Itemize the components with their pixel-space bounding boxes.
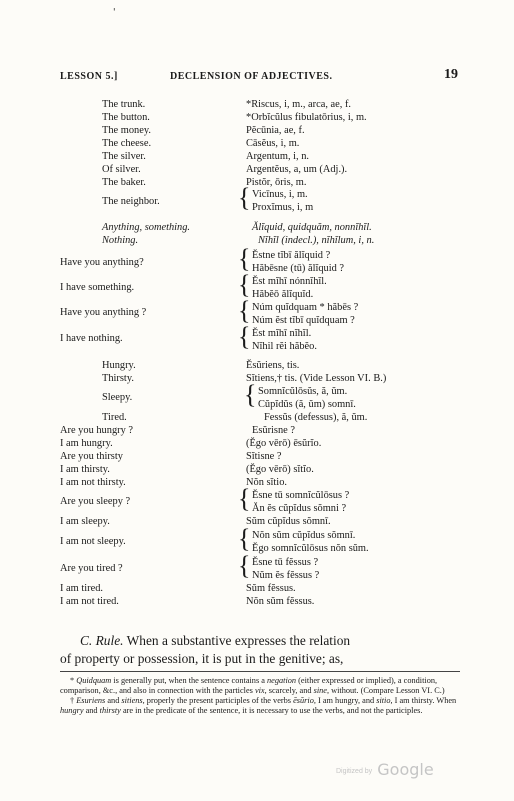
neighbor-la: Vicīnus, i, m.: [252, 189, 308, 200]
brace: {: [238, 524, 251, 553]
sleepy-question-en: Are you sleepy ?: [60, 496, 131, 507]
vocab-en: The silver.: [102, 151, 146, 162]
header-title: DECLENSION OF ADJECTIVES.: [170, 71, 333, 82]
header-lesson: LESSON 5.]: [60, 71, 118, 82]
question-la: (Ĕgo vērō) sĭtĭo.: [246, 464, 314, 475]
brace: {: [238, 244, 251, 273]
sleepy-question-la: Ăn ĕs cŭpĭdus sŏmni ?: [252, 503, 347, 514]
tired-la: Fessŭs (defessus), ă, ŭm.: [264, 412, 368, 423]
footnote-text: and: [107, 696, 120, 705]
group-la: Hăbĕō ălĭquĭd.: [252, 289, 314, 300]
page-number: 19: [444, 67, 458, 82]
footnote-text: , without. (Compare Lesson VI. C.): [326, 686, 445, 695]
footnotes: [60, 676, 460, 716]
vocab-la: Argentum, i, n.: [246, 151, 310, 162]
vocab-en: The trunk.: [102, 99, 146, 110]
brace: {: [238, 551, 251, 580]
footnote-text: , properly the present participles of the verbs: [142, 696, 292, 705]
vocab-la: Argentĕus, a, um (Adj.).: [246, 164, 348, 175]
footnote-2: [60, 696, 460, 716]
footnote-term: hungry: [60, 706, 84, 715]
brace: {: [238, 296, 251, 325]
footnote-term: thirsty: [99, 706, 121, 715]
question-la: Esŭrisne ?: [252, 425, 295, 436]
footnote-term: sitiens: [121, 696, 143, 705]
brace: {: [238, 484, 251, 513]
question-la: Sĭtisne ?: [246, 451, 282, 462]
footnote-text: and: [85, 706, 98, 715]
adjective-en: Hungry.: [102, 360, 136, 371]
question-la: Nŏn sĭtio.: [246, 477, 287, 488]
vocab-la: *Riscus, i, m., arca, ae, f.: [246, 99, 352, 110]
footnote-text: are in the predicate of the sentence, it is necessary to use the verbs, and not the participles.: [122, 706, 423, 715]
rule-text-1: When a substantive expresses the relation: [126, 633, 351, 648]
nothing-la: Nĭhĭl (indecl.), nĭhĭlum, i, n.: [258, 235, 375, 246]
footnote-term: ēsŭrio: [293, 696, 314, 705]
group-la: Hăbēsne (tū) ălĭquid ?: [252, 263, 345, 274]
group-en: I have something.: [60, 282, 135, 293]
anything-en: Anything, something.: [102, 222, 191, 233]
sleepy-la: Cŭpĭdŭs (ă, ŭm) somnī.: [258, 399, 356, 410]
footnote-separator: [60, 671, 460, 672]
group-en: Have you anything?: [60, 257, 144, 268]
rule-paragraph: [60, 632, 460, 668]
footnote-text: (either expressed or implied), a condition, comparison, &c., and also in connection with the particles: [60, 676, 438, 695]
vocab-la: Pistŏr, ōris, m.: [246, 177, 307, 188]
sleepy-answer-la: Sŭm cŭpĭdus sŏmnī.: [246, 516, 331, 527]
tired-la: Sŭm fĕssus.: [246, 583, 296, 594]
anything-la: Ălĭquid, quidquăm, nonnĭhĭl.: [252, 222, 372, 233]
footnote-term: Quidquam: [76, 676, 112, 685]
not-sleepy-la: Ĕgo somnĭcŭlōsus nŏn sŭm.: [252, 543, 369, 554]
sleepy-answer-en: I am sleepy.: [60, 516, 110, 527]
question-en: I am not thirsty.: [60, 477, 126, 488]
neighbor-la: Proxĭmus, i, m: [252, 202, 314, 213]
not-sleepy-en: I am not sleepy.: [60, 536, 126, 547]
ink-mark: ': [113, 8, 116, 18]
digitized-watermark: [336, 760, 434, 779]
footnote-text: is generally put, when the sentence contains a: [113, 676, 265, 685]
vocab-la: *Orbĭcŭlus fibulatōrius, i, m.: [246, 112, 367, 123]
footnote-text: , I am hungry, and: [313, 696, 375, 705]
adjective-la: Sĭtiens,† tis. (Vide Lesson VI. B.): [246, 373, 387, 384]
brace: {: [238, 322, 251, 351]
footnote-text: , I am thirsty. When: [390, 696, 457, 705]
running-header: [60, 67, 458, 86]
tired-en: Tired.: [102, 412, 127, 423]
group-en: I have nothing.: [60, 333, 123, 344]
brace: {: [238, 183, 251, 212]
group-la: Ĕst mĭhī nĭhĭl.: [252, 328, 312, 339]
sleepy-en: Sleepy.: [102, 392, 133, 403]
tired-la: Nŏn sŭm fĕssus.: [246, 596, 315, 607]
tired-question-la: Nŭm ĕs fĕssus ?: [252, 570, 320, 581]
rule-text-2: of property or possession, it is put in the genitive; as,: [60, 651, 344, 666]
tired-question-la: Ĕsne tū fĕssus ?: [252, 557, 319, 568]
footnote-text: , scarcely, and: [264, 686, 312, 695]
not-sleepy-la: Nŏn sŭm cŭpĭdus sŏmnī.: [252, 530, 356, 541]
group-la: Nĭhil rĕi hăbĕo.: [252, 341, 317, 352]
rule-label: C. Rule.: [80, 633, 124, 648]
group-la: Núm ĕst tĭbī quĭdquam ?: [252, 315, 355, 326]
footnote-term: sine: [313, 686, 327, 695]
brace: {: [244, 380, 257, 409]
tired-en: I am not tired.: [60, 596, 119, 607]
footnote-term: negation: [267, 676, 297, 685]
group-la: Núm quĭdquam * hăbēs ?: [252, 302, 359, 313]
vocab-en: The button.: [102, 112, 150, 123]
watermark-small-text: Digitized by: [336, 768, 373, 775]
brace: {: [238, 270, 251, 299]
group-la: Ĕst mĭhī nónnĭhĭl.: [252, 276, 327, 287]
vocab-la: Cāsĕus, i, m.: [246, 138, 300, 149]
vocab-en: The cheese.: [102, 138, 152, 149]
neighbor-en: The neighbor.: [102, 196, 160, 207]
footnote-term: vix: [254, 686, 265, 695]
question-la: (Ĕgo vērō) ēsŭrĭo.: [246, 438, 322, 449]
google-wordmark: Google: [377, 760, 434, 779]
group-en: Have you anything ?: [60, 307, 147, 318]
vocab-en: The baker.: [102, 177, 146, 188]
footnote-term: Esuriens: [76, 696, 106, 705]
footnote-mark: †: [70, 696, 75, 705]
vocab-en: The money.: [102, 125, 151, 136]
vocab-en: Of silver.: [102, 164, 141, 175]
sleepy-la: Somnĭcŭlōsŭs, ă, ŭm.: [258, 386, 348, 397]
sleepy-question-la: Ĕsne tū somnĭcŭlōsus ?: [252, 490, 350, 501]
nothing-en: Nothing.: [102, 235, 139, 246]
question-en: I am hungry.: [60, 438, 113, 449]
vocab-la: Pĕcūnia, ae, f.: [246, 125, 305, 136]
question-en: Are you thirsty: [60, 451, 123, 462]
tired-en: I am tired.: [60, 583, 103, 594]
adjective-la: Ĕsŭriens, tis.: [246, 360, 300, 371]
footnote-1: [60, 676, 460, 696]
question-en: I am thirsty.: [60, 464, 110, 475]
question-en: Are you hungry ?: [60, 425, 134, 436]
group-la: Ĕstne tĭbī ălĭquid ?: [252, 250, 331, 261]
footnote-mark: *: [70, 676, 75, 685]
footnote-term: sitio: [376, 696, 391, 705]
adjective-en: Thirsty.: [102, 373, 134, 384]
tired-question-en: Are you tired ?: [60, 563, 123, 574]
